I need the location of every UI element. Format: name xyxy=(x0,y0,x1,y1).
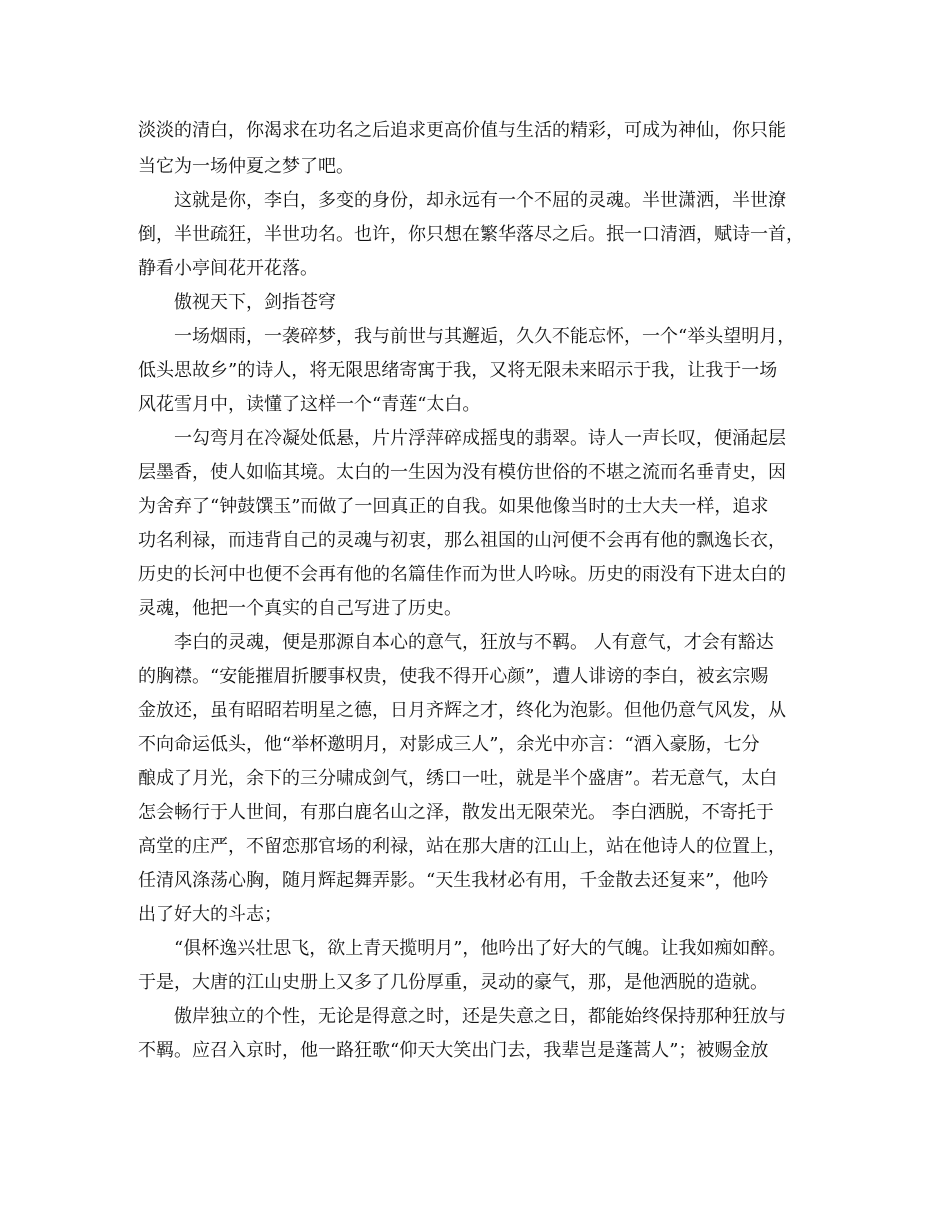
text-line: 酿成了月光，余下的三分啸成剑气，绣口一吐，就是半个盛唐”。若无意气，太白 xyxy=(138,768,778,789)
text-line: 为舍弃了“钟鼓馔玉”而做了一回真正的自我。如果他像当时的士大夫一样，追求 xyxy=(138,496,769,517)
text-line: 倒，半世疏狂，半世功名。也许，你只想在繁华落尽之后。抿一口清酒，赋诗一首， xyxy=(138,224,804,245)
text-line: 的胸襟。“安能摧眉折腰事权贵，使我不得开心颜”，遭人诽谤的李白，被玄宗赐 xyxy=(138,666,769,687)
text-line: 淡淡的清白，你渴求在功名之后追求更高价值与生活的精彩，可成为神仙，你只能 xyxy=(138,120,786,141)
text-line: 于是，大唐的江山史册上又多了几份厚重，灵动的豪气，那，是他洒脱的造就。 xyxy=(138,972,768,993)
text-line: 不羁。应召入京时，他一路狂歌“仰天大笑出门去，我辈岂是蓬蒿人”；被赐金放 xyxy=(138,1040,769,1061)
text-line: 怎会畅行于人世间，有那白鹿名山之泽，散发出无限荣光。 李白洒脱，不寄托于 xyxy=(138,802,774,823)
text-line: 任清风涤荡心胸，随月辉起舞弄影。“天生我材必有用，千金散去还复来”，他吟 xyxy=(138,870,769,891)
paragraph-start: 一场烟雨，一袭碎梦，我与前世与其邂逅，久久不能忘怀，一个“举头望明月， xyxy=(174,326,796,347)
text-line: 低头思故乡”的诗人，将无限思绪寄寓于我，又将无限未来昭示于我，让我于一场 xyxy=(138,360,778,381)
text-line: 不向命运低头，他“举杯邀明月，对影成三人”，余光中亦言：“酒入豪肠，七分 xyxy=(138,734,760,755)
paragraph-start: 这就是你，李白，多变的身份，却永远有一个不屈的灵魂。半世潇洒，半世潦 xyxy=(174,190,786,211)
text-line: 高堂的庄严，不留恋那官场的利禄，站在那大唐的江山上，站在他诗人的位置上， xyxy=(138,836,786,857)
text-line: 当它为一场仲夏之梦了吧。 xyxy=(138,156,354,177)
text-line: 灵魂，他把一个真实的自己写进了历史。 xyxy=(138,598,462,619)
text-line: 金放还，虽有昭昭若明星之德，日月齐辉之才，终化为泡影。但他仍意气风发，从 xyxy=(138,700,786,721)
paragraph-start: 一勾弯月在冷凝处低悬，片片浮萍碎成摇曳的翡翠。诗人一声长叹，便涌起层 xyxy=(174,428,786,449)
paragraph-start: “俱杯逸兴壮思飞，欲上青天揽明月”，他吟出了好大的气魄。让我如痴如醉。 xyxy=(174,938,787,959)
section-heading: 傲视天下，剑指苍穹 xyxy=(174,292,336,313)
text-line: 出了好大的斗志； xyxy=(138,904,282,925)
paragraph-start: 李白的灵魂，便是那源自本心的意气，狂放与不羁。 人有意气，才会有豁达 xyxy=(174,632,774,653)
text-line: 风花雪月中，读懂了这样一个“青莲“太白。 xyxy=(138,394,481,415)
text-line: 功名利禄，而违背自己的灵魂与初衷，那么祖国的山河便不会再有他的飘逸长衣， xyxy=(138,530,786,551)
text-line: 层墨香，使人如临其境。太白的一生因为没有模仿世俗的不堪之流而名垂青史，因 xyxy=(138,462,786,483)
text-line: 历史的长河中也便不会再有他的名篇佳作而为世人吟咏。历史的雨没有下进太白的 xyxy=(138,564,786,585)
paragraph-start: 傲岸独立的个性，无论是得意之时，还是失意之日，都能始终保持那种狂放与 xyxy=(174,1006,786,1027)
text-line: 静看小亭间花开花落。 xyxy=(138,258,318,279)
